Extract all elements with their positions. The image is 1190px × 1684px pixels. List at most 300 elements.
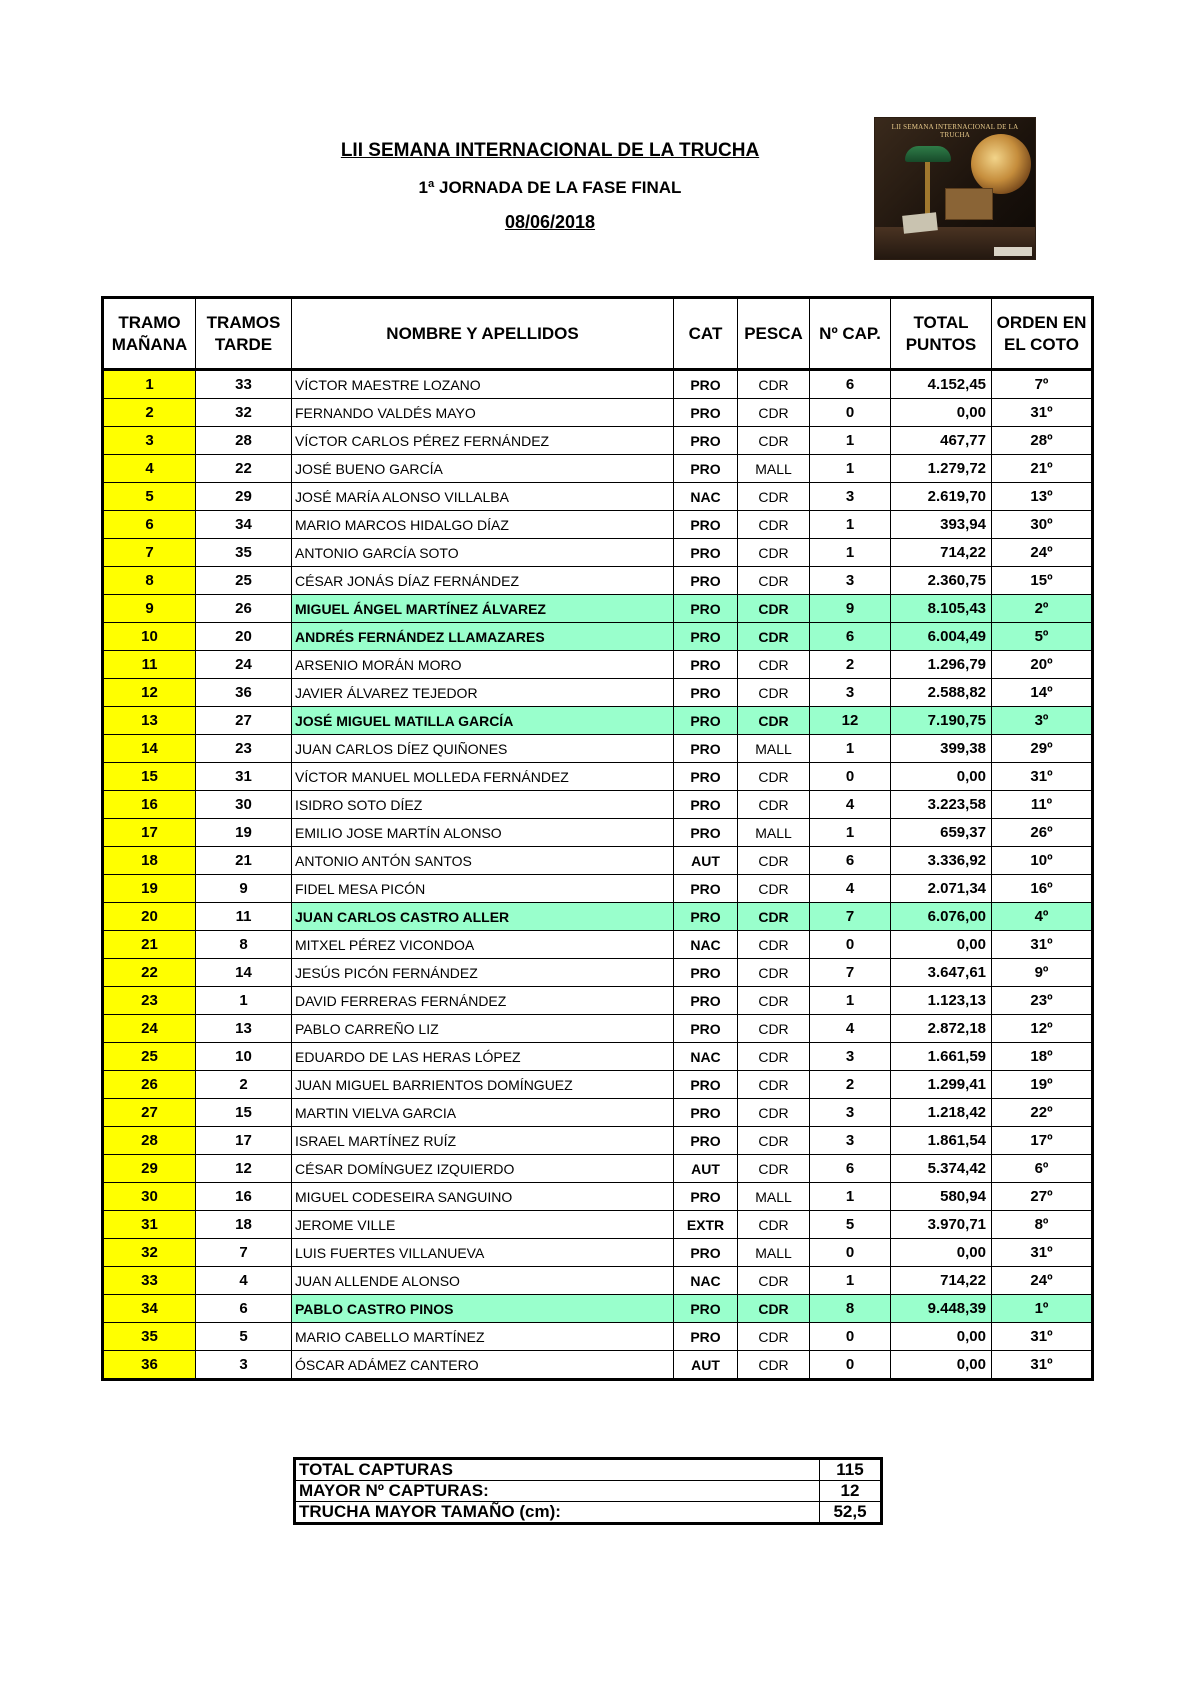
fishing-type-cell: CDR <box>738 595 810 623</box>
participant-name-cell: JUAN CARLOS CASTRO ALLER <box>292 903 674 931</box>
table-row <box>103 399 1093 427</box>
participant-name-cell: MARIO MARCOS HIDALGO DÍAZ <box>292 511 674 539</box>
category-cell: PRO <box>674 1295 738 1323</box>
captures-cell: 1 <box>810 427 891 455</box>
tramo-manana-cell: 34 <box>103 1295 196 1323</box>
fishing-type-cell: CDR <box>738 539 810 567</box>
total-points-cell: 2.588,82 <box>891 679 992 707</box>
table-row <box>103 791 1093 819</box>
fishing-type-cell: CDR <box>738 651 810 679</box>
total-points-cell: 0,00 <box>891 1239 992 1267</box>
table-row <box>103 1183 1093 1211</box>
rank-cell: 18º <box>992 1043 1093 1071</box>
rank-cell: 15º <box>992 567 1093 595</box>
participant-name-cell: ANDRÉS FERNÁNDEZ LLAMAZARES <box>292 623 674 651</box>
tramo-manana-cell: 29 <box>103 1155 196 1183</box>
col-header-pesca: PESCA <box>738 298 810 370</box>
sponsor-logos <box>994 247 1032 256</box>
total-points-cell: 1.123,13 <box>891 987 992 1015</box>
total-points-cell: 0,00 <box>891 1351 992 1380</box>
captures-cell: 1 <box>810 1183 891 1211</box>
captures-cell: 3 <box>810 1127 891 1155</box>
tramo-tarde-cell: 23 <box>196 735 292 763</box>
totals-table <box>293 1457 883 1525</box>
fishing-type-cell: CDR <box>738 623 810 651</box>
table-row <box>103 567 1093 595</box>
table-row <box>103 1099 1093 1127</box>
rank-cell: 20º <box>992 651 1093 679</box>
category-cell: PRO <box>674 595 738 623</box>
fishing-type-cell: CDR <box>738 903 810 931</box>
total-capturas-label: TOTAL CAPTURAS <box>295 1459 820 1481</box>
table-row <box>103 595 1093 623</box>
captures-cell: 1 <box>810 511 891 539</box>
fishing-type-cell: CDR <box>738 847 810 875</box>
category-cell: PRO <box>674 1015 738 1043</box>
rank-cell: 17º <box>992 1127 1093 1155</box>
captures-cell: 6 <box>810 847 891 875</box>
rank-cell: 31º <box>992 1351 1093 1380</box>
rank-cell: 31º <box>992 1323 1093 1351</box>
tramo-tarde-cell: 18 <box>196 1211 292 1239</box>
tramo-tarde-cell: 7 <box>196 1239 292 1267</box>
category-cell: PRO <box>674 1099 738 1127</box>
tramo-manana-cell: 16 <box>103 791 196 819</box>
tramo-tarde-cell: 14 <box>196 959 292 987</box>
total-points-cell: 0,00 <box>891 931 992 959</box>
table-row <box>103 1127 1093 1155</box>
tramo-tarde-cell: 3 <box>196 1351 292 1380</box>
captures-cell: 3 <box>810 483 891 511</box>
tramo-manana-cell: 36 <box>103 1351 196 1380</box>
participant-name-cell: ISRAEL MARTÍNEZ RUÍZ <box>292 1127 674 1155</box>
participant-name-cell: ANTONIO GARCÍA SOTO <box>292 539 674 567</box>
tramo-manana-cell: 32 <box>103 1239 196 1267</box>
total-points-cell: 6.004,49 <box>891 623 992 651</box>
rank-cell: 12º <box>992 1015 1093 1043</box>
total-points-cell: 1.661,59 <box>891 1043 992 1071</box>
table-row <box>103 539 1093 567</box>
category-cell: PRO <box>674 875 738 903</box>
tramo-manana-cell: 27 <box>103 1099 196 1127</box>
fishing-type-cell: CDR <box>738 427 810 455</box>
rank-cell: 29º <box>992 735 1093 763</box>
tramo-tarde-cell: 26 <box>196 595 292 623</box>
tramo-manana-cell: 12 <box>103 679 196 707</box>
tramo-manana-cell: 6 <box>103 511 196 539</box>
table-row <box>103 1155 1093 1183</box>
rank-cell: 11º <box>992 791 1093 819</box>
fishing-type-cell: MALL <box>738 735 810 763</box>
table-row <box>103 959 1093 987</box>
tramo-tarde-cell: 12 <box>196 1155 292 1183</box>
tramo-tarde-cell: 30 <box>196 791 292 819</box>
participant-name-cell: VÍCTOR MANUEL MOLLEDA FERNÁNDEZ <box>292 763 674 791</box>
fishing-type-cell: CDR <box>738 1351 810 1380</box>
fishing-type-cell: CDR <box>738 1043 810 1071</box>
total-points-cell: 0,00 <box>891 1323 992 1351</box>
participant-name-cell: ISIDRO SOTO DÍEZ <box>292 791 674 819</box>
results-table <box>101 296 1094 1381</box>
fishing-type-cell: CDR <box>738 679 810 707</box>
rank-cell: 2º <box>992 595 1093 623</box>
fishing-type-cell: CDR <box>738 959 810 987</box>
tramo-manana-cell: 8 <box>103 567 196 595</box>
captures-cell: 9 <box>810 595 891 623</box>
participant-name-cell: JUAN ALLENDE ALONSO <box>292 1267 674 1295</box>
rank-cell: 28º <box>992 427 1093 455</box>
tramo-tarde-cell: 9 <box>196 875 292 903</box>
category-cell: PRO <box>674 735 738 763</box>
tramo-tarde-cell: 11 <box>196 903 292 931</box>
table-row <box>103 1351 1093 1380</box>
fishing-type-cell: MALL <box>738 819 810 847</box>
document-subtitle: 1ª JORNADA DE LA FASE FINAL <box>418 178 682 197</box>
table-row <box>103 370 1093 399</box>
participant-name-cell: CÉSAR DOMÍNGUEZ IZQUIERDO <box>292 1155 674 1183</box>
total-points-cell: 714,22 <box>891 1267 992 1295</box>
tramo-tarde-cell: 35 <box>196 539 292 567</box>
captures-cell: 3 <box>810 1043 891 1071</box>
participant-name-cell: JAVIER ÁLVAREZ TEJEDOR <box>292 679 674 707</box>
category-cell: PRO <box>674 651 738 679</box>
captures-cell: 0 <box>810 1239 891 1267</box>
tramo-manana-cell: 26 <box>103 1071 196 1099</box>
mayor-capturas-label: MAYOR Nº CAPTURAS: <box>295 1481 820 1502</box>
tramo-tarde-cell: 6 <box>196 1295 292 1323</box>
col-header-nombre: NOMBRE Y APELLIDOS <box>292 298 674 370</box>
category-cell: PRO <box>674 763 738 791</box>
table-row <box>103 1015 1093 1043</box>
tramo-manana-cell: 35 <box>103 1323 196 1351</box>
tramo-manana-cell: 15 <box>103 763 196 791</box>
category-cell: PRO <box>674 903 738 931</box>
tramo-tarde-cell: 10 <box>196 1043 292 1071</box>
tramo-manana-cell: 14 <box>103 735 196 763</box>
total-points-cell: 0,00 <box>891 763 992 791</box>
col-header-tramos-tarde: TRAMOS TARDE <box>196 298 292 370</box>
category-cell: NAC <box>674 1043 738 1071</box>
tramo-manana-cell: 22 <box>103 959 196 987</box>
fishing-type-cell: CDR <box>738 399 810 427</box>
total-points-cell: 6.076,00 <box>891 903 992 931</box>
rank-cell: 27º <box>992 1183 1093 1211</box>
captures-cell: 6 <box>810 623 891 651</box>
captures-cell: 6 <box>810 370 891 399</box>
category-cell: PRO <box>674 511 738 539</box>
rank-cell: 16º <box>992 875 1093 903</box>
table-row <box>103 1295 1093 1323</box>
category-cell: PRO <box>674 1239 738 1267</box>
poster-title: LII SEMANA INTERNACIONAL DE LA TRUCHA <box>891 123 1019 139</box>
table-row <box>103 763 1093 791</box>
tramo-tarde-cell: 34 <box>196 511 292 539</box>
captures-cell: 0 <box>810 1323 891 1351</box>
captures-cell: 1 <box>810 539 891 567</box>
fishing-type-cell: CDR <box>738 1015 810 1043</box>
fishing-type-cell: MALL <box>738 1183 810 1211</box>
category-cell: AUT <box>674 1351 738 1380</box>
participant-name-cell: EDUARDO DE LAS HERAS LÓPEZ <box>292 1043 674 1071</box>
captures-cell: 0 <box>810 763 891 791</box>
category-cell: PRO <box>674 1183 738 1211</box>
category-cell: NAC <box>674 483 738 511</box>
table-row <box>103 427 1093 455</box>
category-cell: AUT <box>674 847 738 875</box>
participant-name-cell: MIGUEL ÁNGEL MARTÍNEZ ÁLVAREZ <box>292 595 674 623</box>
category-cell: PRO <box>674 427 738 455</box>
tramo-manana-cell: 20 <box>103 903 196 931</box>
total-points-cell: 1.861,54 <box>891 1127 992 1155</box>
fishing-type-cell: MALL <box>738 1239 810 1267</box>
rank-cell: 23º <box>992 987 1093 1015</box>
participant-name-cell: JUAN CARLOS DÍEZ QUIÑONES <box>292 735 674 763</box>
total-points-cell: 467,77 <box>891 427 992 455</box>
tramo-tarde-cell: 32 <box>196 399 292 427</box>
rank-cell: 14º <box>992 679 1093 707</box>
category-cell: PRO <box>674 791 738 819</box>
totals-row <box>295 1481 882 1502</box>
captures-cell: 0 <box>810 931 891 959</box>
category-cell: PRO <box>674 1071 738 1099</box>
table-row <box>103 651 1093 679</box>
tramo-tarde-cell: 24 <box>196 651 292 679</box>
tramo-tarde-cell: 17 <box>196 1127 292 1155</box>
participant-name-cell: JOSÉ MIGUEL MATILLA GARCÍA <box>292 707 674 735</box>
rank-cell: 19º <box>992 1071 1093 1099</box>
tramo-tarde-cell: 29 <box>196 483 292 511</box>
rank-cell: 21º <box>992 455 1093 483</box>
tramo-manana-cell: 30 <box>103 1183 196 1211</box>
rank-cell: 7º <box>992 370 1093 399</box>
event-poster-image <box>874 117 1036 260</box>
col-header-orden: ORDEN EN EL COTO <box>992 298 1093 370</box>
category-cell: PRO <box>674 959 738 987</box>
participant-name-cell: PABLO CARREÑO LIZ <box>292 1015 674 1043</box>
tramo-manana-cell: 33 <box>103 1267 196 1295</box>
captures-cell: 4 <box>810 875 891 903</box>
total-points-cell: 580,94 <box>891 1183 992 1211</box>
category-cell: AUT <box>674 1155 738 1183</box>
tramo-tarde-cell: 15 <box>196 1099 292 1127</box>
participant-name-cell: JESÚS PICÓN FERNÁNDEZ <box>292 959 674 987</box>
captures-cell: 5 <box>810 1211 891 1239</box>
fishing-type-cell: CDR <box>738 707 810 735</box>
table-row <box>103 1323 1093 1351</box>
table-row <box>103 679 1093 707</box>
tramo-manana-cell: 9 <box>103 595 196 623</box>
table-row <box>103 1211 1093 1239</box>
total-points-cell: 0,00 <box>891 399 992 427</box>
mayor-capturas-value: 12 <box>820 1481 882 1502</box>
total-points-cell: 2.872,18 <box>891 1015 992 1043</box>
captures-cell: 12 <box>810 707 891 735</box>
tramo-tarde-cell: 25 <box>196 567 292 595</box>
total-points-cell: 3.647,61 <box>891 959 992 987</box>
fishing-type-cell: CDR <box>738 1295 810 1323</box>
category-cell: PRO <box>674 679 738 707</box>
captures-cell: 6 <box>810 1155 891 1183</box>
participant-name-cell: ANTONIO ANTÓN SANTOS <box>292 847 674 875</box>
participant-name-cell: JEROME VILLE <box>292 1211 674 1239</box>
captures-cell: 3 <box>810 679 891 707</box>
table-row <box>103 1267 1093 1295</box>
col-header-cat: CAT <box>674 298 738 370</box>
total-points-cell: 3.223,58 <box>891 791 992 819</box>
tramo-tarde-cell: 2 <box>196 1071 292 1099</box>
rank-cell: 6º <box>992 1155 1093 1183</box>
tramo-manana-cell: 28 <box>103 1127 196 1155</box>
table-row <box>103 931 1093 959</box>
totals-row <box>295 1459 882 1481</box>
captures-cell: 3 <box>810 567 891 595</box>
rank-cell: 31º <box>992 399 1093 427</box>
participant-name-cell: MARIO CABELLO MARTÍNEZ <box>292 1323 674 1351</box>
tramo-manana-cell: 10 <box>103 623 196 651</box>
participant-name-cell: JOSÉ BUENO GARCÍA <box>292 455 674 483</box>
rank-cell: 5º <box>992 623 1093 651</box>
captures-cell: 2 <box>810 651 891 679</box>
globe-icon <box>971 134 1031 194</box>
fishing-type-cell: CDR <box>738 511 810 539</box>
rank-cell: 3º <box>992 707 1093 735</box>
col-header-capturas: Nº CAP. <box>810 298 891 370</box>
fishing-type-cell: CDR <box>738 791 810 819</box>
fishing-type-cell: CDR <box>738 1127 810 1155</box>
total-points-cell: 1.299,41 <box>891 1071 992 1099</box>
participant-name-cell: FERNANDO VALDÉS MAYO <box>292 399 674 427</box>
tramo-tarde-cell: 16 <box>196 1183 292 1211</box>
category-cell: NAC <box>674 931 738 959</box>
total-points-cell: 2.619,70 <box>891 483 992 511</box>
table-row <box>103 455 1093 483</box>
tramo-manana-cell: 13 <box>103 707 196 735</box>
captures-cell: 8 <box>810 1295 891 1323</box>
tramo-tarde-cell: 36 <box>196 679 292 707</box>
rank-cell: 22º <box>992 1099 1093 1127</box>
participant-name-cell: MARTIN VIELVA GARCIA <box>292 1099 674 1127</box>
total-points-cell: 3.970,71 <box>891 1211 992 1239</box>
fishing-type-cell: CDR <box>738 1267 810 1295</box>
fishing-type-cell: CDR <box>738 1323 810 1351</box>
tramo-tarde-cell: 31 <box>196 763 292 791</box>
tramo-tarde-cell: 8 <box>196 931 292 959</box>
tramo-tarde-cell: 19 <box>196 819 292 847</box>
rank-cell: 31º <box>992 1239 1093 1267</box>
rank-cell: 31º <box>992 931 1093 959</box>
totals-row <box>295 1502 882 1524</box>
fishing-type-cell: CDR <box>738 763 810 791</box>
table-row <box>103 1239 1093 1267</box>
participant-name-cell: CÉSAR JONÁS DÍAZ FERNÁNDEZ <box>292 567 674 595</box>
lamp-icon <box>905 146 951 162</box>
rank-cell: 10º <box>992 847 1093 875</box>
book-icon <box>945 188 993 220</box>
tramo-manana-cell: 4 <box>103 455 196 483</box>
tramo-tarde-cell: 4 <box>196 1267 292 1295</box>
rank-cell: 30º <box>992 511 1093 539</box>
captures-cell: 0 <box>810 399 891 427</box>
tramo-manana-cell: 11 <box>103 651 196 679</box>
category-cell: PRO <box>674 987 738 1015</box>
rank-cell: 31º <box>992 763 1093 791</box>
category-cell: PRO <box>674 623 738 651</box>
table-row <box>103 875 1093 903</box>
rank-cell: 26º <box>992 819 1093 847</box>
total-capturas-value: 115 <box>820 1459 882 1481</box>
rank-cell: 24º <box>992 1267 1093 1295</box>
category-cell: NAC <box>674 1267 738 1295</box>
captures-cell: 2 <box>810 1071 891 1099</box>
table-row <box>103 819 1093 847</box>
total-points-cell: 5.374,42 <box>891 1155 992 1183</box>
col-header-tramo-manana: TRAMO MAÑANA <box>103 298 196 370</box>
total-points-cell: 659,37 <box>891 819 992 847</box>
table-row <box>103 1071 1093 1099</box>
trucha-mayor-value: 52,5 <box>820 1502 882 1524</box>
captures-cell: 7 <box>810 903 891 931</box>
participant-name-cell: ARSENIO MORÁN MORO <box>292 651 674 679</box>
fishing-type-cell: CDR <box>738 483 810 511</box>
tramo-manana-cell: 18 <box>103 847 196 875</box>
total-points-cell: 2.071,34 <box>891 875 992 903</box>
table-row <box>103 483 1093 511</box>
col-header-total-puntos: TOTAL PUNTOS <box>891 298 992 370</box>
trucha-mayor-label: TRUCHA MAYOR TAMAÑO (cm): <box>295 1502 820 1524</box>
document-date: 08/06/2018 <box>504 212 596 232</box>
total-points-cell: 7.190,75 <box>891 707 992 735</box>
fishing-type-cell: MALL <box>738 455 810 483</box>
table-row <box>103 1043 1093 1071</box>
total-points-cell: 399,38 <box>891 735 992 763</box>
total-points-cell: 3.336,92 <box>891 847 992 875</box>
total-points-cell: 4.152,45 <box>891 370 992 399</box>
category-cell: PRO <box>674 539 738 567</box>
total-points-cell: 1.296,79 <box>891 651 992 679</box>
total-points-cell: 1.218,42 <box>891 1099 992 1127</box>
fishing-type-cell: CDR <box>738 1155 810 1183</box>
tramo-tarde-cell: 21 <box>196 847 292 875</box>
participant-name-cell: PABLO CASTRO PINOS <box>292 1295 674 1323</box>
total-points-cell: 8.105,43 <box>891 595 992 623</box>
total-points-cell: 393,94 <box>891 511 992 539</box>
table-row <box>103 735 1093 763</box>
total-points-cell: 714,22 <box>891 539 992 567</box>
fishing-type-cell: CDR <box>738 370 810 399</box>
captures-cell: 3 <box>810 1099 891 1127</box>
captures-cell: 1 <box>810 819 891 847</box>
rank-cell: 9º <box>992 959 1093 987</box>
participant-name-cell: JUAN MIGUEL BARRIENTOS DOMÍNGUEZ <box>292 1071 674 1099</box>
fishing-type-cell: CDR <box>738 875 810 903</box>
fishing-type-cell: CDR <box>738 1099 810 1127</box>
fishing-type-cell: CDR <box>738 1071 810 1099</box>
captures-cell: 1 <box>810 735 891 763</box>
category-cell: PRO <box>674 455 738 483</box>
rank-cell: 1º <box>992 1295 1093 1323</box>
participant-name-cell: VÍCTOR MAESTRE LOZANO <box>292 370 674 399</box>
participant-name-cell: MITXEL PÉREZ VICONDOA <box>292 931 674 959</box>
tramo-manana-cell: 19 <box>103 875 196 903</box>
tramo-manana-cell: 7 <box>103 539 196 567</box>
participant-name-cell: EMILIO JOSE MARTÍN ALONSO <box>292 819 674 847</box>
tramo-manana-cell: 31 <box>103 1211 196 1239</box>
tramo-tarde-cell: 20 <box>196 623 292 651</box>
fishing-type-cell: CDR <box>738 567 810 595</box>
category-cell: EXTR <box>674 1211 738 1239</box>
fishing-type-cell: CDR <box>738 931 810 959</box>
tramo-tarde-cell: 28 <box>196 427 292 455</box>
